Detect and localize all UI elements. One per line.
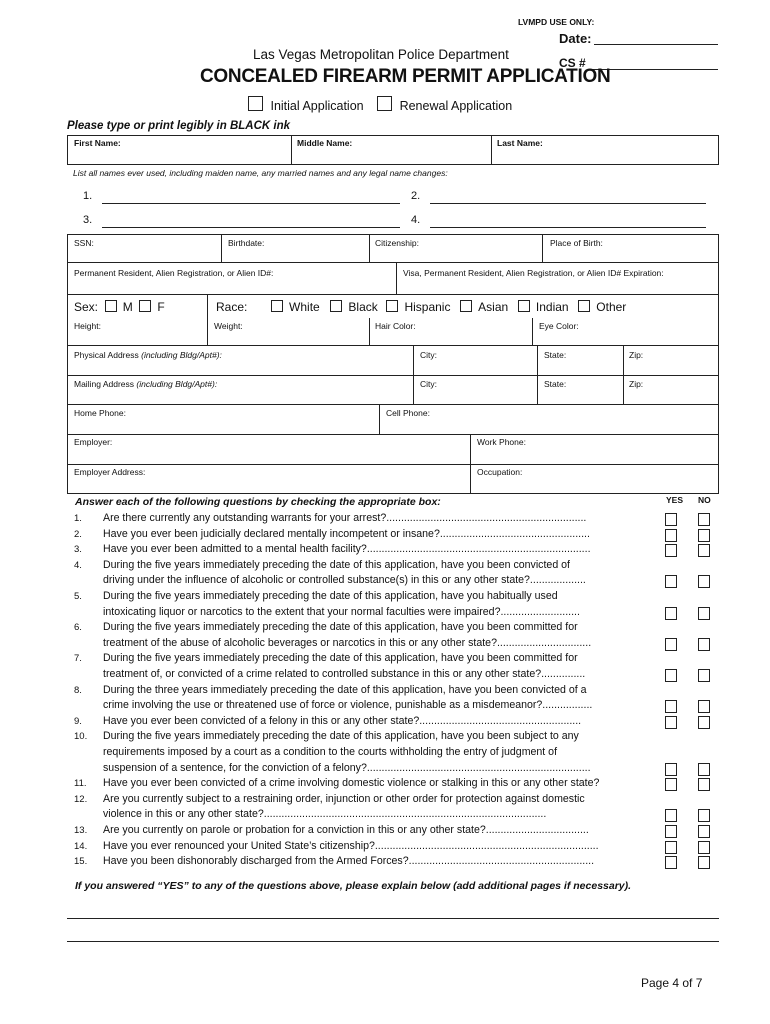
name-3-line[interactable] [102, 227, 400, 228]
weight-field[interactable]: Weight: [214, 321, 243, 331]
yes-checkbox[interactable] [665, 841, 677, 854]
yes-checkbox[interactable] [665, 825, 677, 838]
yes-checkbox[interactable] [665, 763, 677, 776]
race-label: Race: [216, 300, 248, 314]
yes-checkbox[interactable] [665, 856, 677, 869]
no-checkbox[interactable] [698, 809, 710, 822]
question-text: suspension of a sentence, for the conviction of a felony?............................................................................ [103, 761, 591, 774]
question-number: 8. [74, 684, 82, 696]
yes-checkbox[interactable] [665, 809, 677, 822]
question-text: During the five years immediately preceding the date of this application, have you been committed for [103, 652, 578, 665]
question-text: requirements imposed by a court as a condition to the courts withholding the entry of judgment of [103, 746, 558, 758]
no-checkbox[interactable] [698, 575, 710, 588]
yes-checkbox[interactable] [665, 529, 677, 542]
name-4-number: 4. [411, 214, 421, 226]
yes-checkbox[interactable] [665, 638, 677, 651]
question-number: 12. [74, 793, 88, 805]
question-number: 7. [74, 653, 82, 665]
physical-zip-field[interactable]: Zip: [629, 350, 644, 360]
question-number: 10. [74, 731, 88, 743]
race-hispanic-label: Hispanic [404, 300, 451, 314]
physical-state-field[interactable]: State: [544, 350, 567, 360]
alien-id-field[interactable]: Permanent Resident, Alien Registration, or Alien ID#: [74, 268, 274, 278]
application-type [248, 96, 512, 113]
yes-checkbox[interactable] [665, 575, 677, 588]
page-title: CONCEALED FIREARM PERMIT APPLICATION [200, 66, 611, 87]
sex-selector [74, 300, 165, 314]
question-text: Have you ever been admitted to a mental health facility?............................................................................ [103, 543, 591, 556]
question-number: 3. [74, 544, 82, 556]
initial-application-checkbox[interactable] [248, 96, 263, 111]
race-selector [216, 300, 626, 314]
yes-checkbox[interactable] [665, 544, 677, 557]
question-text: treatment of, or convicted of a crime related to controlled substance in this or any other state?............... [103, 668, 586, 680]
no-checkbox[interactable] [698, 607, 710, 620]
renewal-application-label: Renewal Application [399, 99, 513, 113]
sex-f-label: F [157, 300, 165, 314]
question-text: During the three years immediately preceding the date of this application, have you been convicted of a [103, 683, 587, 696]
no-checkbox[interactable] [698, 700, 710, 713]
mailing-address-field[interactable] [74, 379, 217, 389]
no-checkbox[interactable] [698, 856, 710, 869]
occupation-field[interactable]: Occupation: [477, 467, 523, 477]
race-white-label: White [289, 300, 320, 314]
race-indian-checkbox[interactable] [518, 300, 530, 312]
alien-id-expiration-field[interactable]: Visa, Permanent Resident, Alien Registration, or Alien ID# Expiration: [403, 268, 664, 278]
no-checkbox[interactable] [698, 763, 710, 776]
name-3-number: 3. [83, 214, 93, 226]
question-text: During the five years immediately preceding the date of this application, have you habitually used [103, 590, 558, 602]
explanation-line-2[interactable] [67, 941, 719, 942]
name-1-number: 1. [83, 190, 93, 202]
work-phone-field[interactable]: Work Phone: [477, 437, 526, 447]
question-text: driving under the influence of alcoholic or controlled substance(s) in this or any other state?................... [103, 574, 586, 587]
home-phone-field[interactable]: Home Phone: [74, 408, 126, 418]
employer-address-field[interactable]: Employer Address: [74, 467, 146, 477]
last-name-field[interactable]: Last Name: [497, 138, 543, 148]
question-number: 2. [74, 528, 82, 540]
explain-note: If you answered “YES” to any of the questions above, please explain below (add additional pages if necessary). [75, 880, 632, 892]
question-number: 15. [74, 856, 88, 868]
name-box [67, 135, 719, 165]
no-checkbox[interactable] [698, 778, 710, 791]
height-field[interactable]: Height: [74, 321, 101, 331]
sex-m-checkbox[interactable] [105, 300, 117, 312]
date-input-line[interactable] [594, 44, 718, 45]
question-number: 4. [74, 559, 82, 571]
race-hispanic-checkbox[interactable] [386, 300, 398, 312]
yes-checkbox[interactable] [665, 716, 677, 729]
hair-color-field[interactable]: Hair Color: [375, 321, 416, 331]
physical-address-note: (including Bldg/Apt#): [141, 350, 222, 360]
employer-field[interactable]: Employer: [74, 437, 113, 447]
yes-checkbox[interactable] [665, 778, 677, 791]
no-checkbox[interactable] [698, 669, 710, 682]
race-other-checkbox[interactable] [578, 300, 590, 312]
name-1-line[interactable] [102, 203, 400, 204]
mailing-city-field[interactable]: City: [420, 379, 437, 389]
question-text: intoxicating liquor or narcotics to the extent that your normal faculties were impaired?........................... [103, 605, 580, 618]
question-text: Are you currently subject to a restraining order, injunction or other order for protection against domestic [103, 792, 585, 805]
race-asian-checkbox[interactable] [460, 300, 472, 312]
question-number: 11. [74, 778, 87, 790]
race-asian-label: Asian [478, 300, 509, 314]
no-checkbox[interactable] [698, 544, 710, 557]
yes-checkbox[interactable] [665, 669, 677, 682]
question-text: During the five years immediately preceding the date of this application, have you been subject to any [103, 730, 579, 743]
no-checkbox[interactable] [698, 513, 710, 526]
lvmpd-use-only-label: LVMPD USE ONLY: [518, 17, 595, 27]
birthdate-field[interactable]: Birthdate: [228, 238, 265, 248]
sex-label: Sex: [74, 300, 99, 314]
no-checkbox[interactable] [698, 529, 710, 542]
yes-column-header: YES [666, 495, 684, 505]
middle-name-field[interactable]: Middle Name: [297, 138, 353, 148]
renewal-application-checkbox[interactable] [377, 96, 392, 111]
name-2-number: 2. [411, 190, 421, 202]
no-column-header: NO [698, 495, 711, 505]
mailing-state-field[interactable]: State: [544, 379, 567, 389]
race-indian-label: Indian [535, 300, 569, 314]
name-4-line[interactable] [430, 227, 706, 228]
race-white-checkbox[interactable] [271, 300, 283, 312]
physical-address-label: Physical Address [74, 350, 139, 360]
question-text: Are there currently any outstanding warrants for your arrest?.................................................................... [103, 512, 587, 524]
question-text: During the five years immediately preceding the date of this application, have you been committed for [103, 621, 578, 634]
yes-checkbox[interactable] [665, 513, 677, 526]
instructions: Please type or print legibly in BLACK ink [67, 120, 291, 132]
question-text: violence in this or any other state?................................................................................................ [103, 808, 547, 821]
question-text: Are you currently on parole or probation for a conviction in this or any other state?................................... [103, 824, 589, 836]
no-checkbox[interactable] [698, 825, 710, 838]
question-text: crime involving the use or threatened use of force or violence, punishable as a misdemeanor?................. [103, 699, 593, 712]
citizenship-field[interactable]: Citizenship: [375, 238, 419, 248]
cs-number-label: CS # [559, 56, 586, 70]
first-name-field[interactable]: First Name: [74, 138, 121, 148]
question-text: Have you ever been convicted of a crime involving domestic violence or stalking in this or any other state? [103, 777, 600, 790]
question-number: 5. [74, 591, 82, 602]
sex-m-label: M [122, 300, 133, 314]
question-text: Have you ever been judicially declared mentally incompetent or insane?................................................... [103, 527, 590, 540]
question-text: Have you ever renounced your United State’s citizenship?............................................................................ [103, 839, 599, 852]
no-checkbox[interactable] [698, 638, 710, 651]
questions-header: Answer each of the following questions by checking the appropriate box: [75, 496, 441, 508]
explanation-line-1[interactable] [67, 918, 719, 919]
page-number: Page 4 of 7 [641, 976, 703, 990]
yes-checkbox[interactable] [665, 700, 677, 713]
cell-phone-field[interactable]: Cell Phone: [386, 408, 430, 418]
initial-application-label: Initial Application [270, 99, 364, 113]
race-other-label: Other [596, 300, 627, 314]
question-text: Have you ever been convicted of a felony in this or any other state?....................................................... [103, 714, 582, 727]
race-black-checkbox[interactable] [330, 300, 342, 312]
physical-address-field[interactable] [74, 350, 222, 360]
yes-checkbox[interactable] [665, 607, 677, 620]
question-number: 13. [74, 825, 88, 836]
question-number: 6. [74, 622, 82, 634]
mailing-address-label: Mailing Address [74, 379, 135, 389]
race-black-label: Black [348, 300, 378, 314]
no-checkbox[interactable] [698, 841, 710, 854]
question-text: treatment of the abuse of alcoholic beverages or narcotics in this or any other state?................................ [103, 636, 592, 649]
question-text: During the five years immediately preceding the date of this application, have you been convicted of [103, 558, 570, 571]
question-text: Have you been dishonorably discharged from the Armed Forces?............................................................... [103, 855, 595, 868]
no-checkbox[interactable] [698, 716, 710, 729]
ssn-field[interactable]: SSN: [74, 238, 94, 248]
eye-color-field[interactable]: Eye Color: [539, 321, 579, 331]
question-number: 1. [74, 513, 82, 524]
mailing-address-note: (including Bldg/Apt#): [136, 379, 218, 389]
date-label: Date: [559, 31, 592, 46]
question-number: 14. [74, 840, 88, 852]
sex-f-checkbox[interactable] [139, 300, 151, 312]
name-2-line[interactable] [430, 203, 706, 204]
mailing-zip-field[interactable]: Zip: [629, 379, 644, 389]
question-number: 9. [74, 715, 82, 727]
physical-city-field[interactable]: City: [420, 350, 437, 360]
place-of-birth-field[interactable]: Place of Birth: [550, 238, 603, 248]
department-name: Las Vegas Metropolitan Police Department [253, 47, 509, 62]
names-note: List all names ever used, including maiden name, any married names and any legal name changes: [73, 168, 448, 178]
